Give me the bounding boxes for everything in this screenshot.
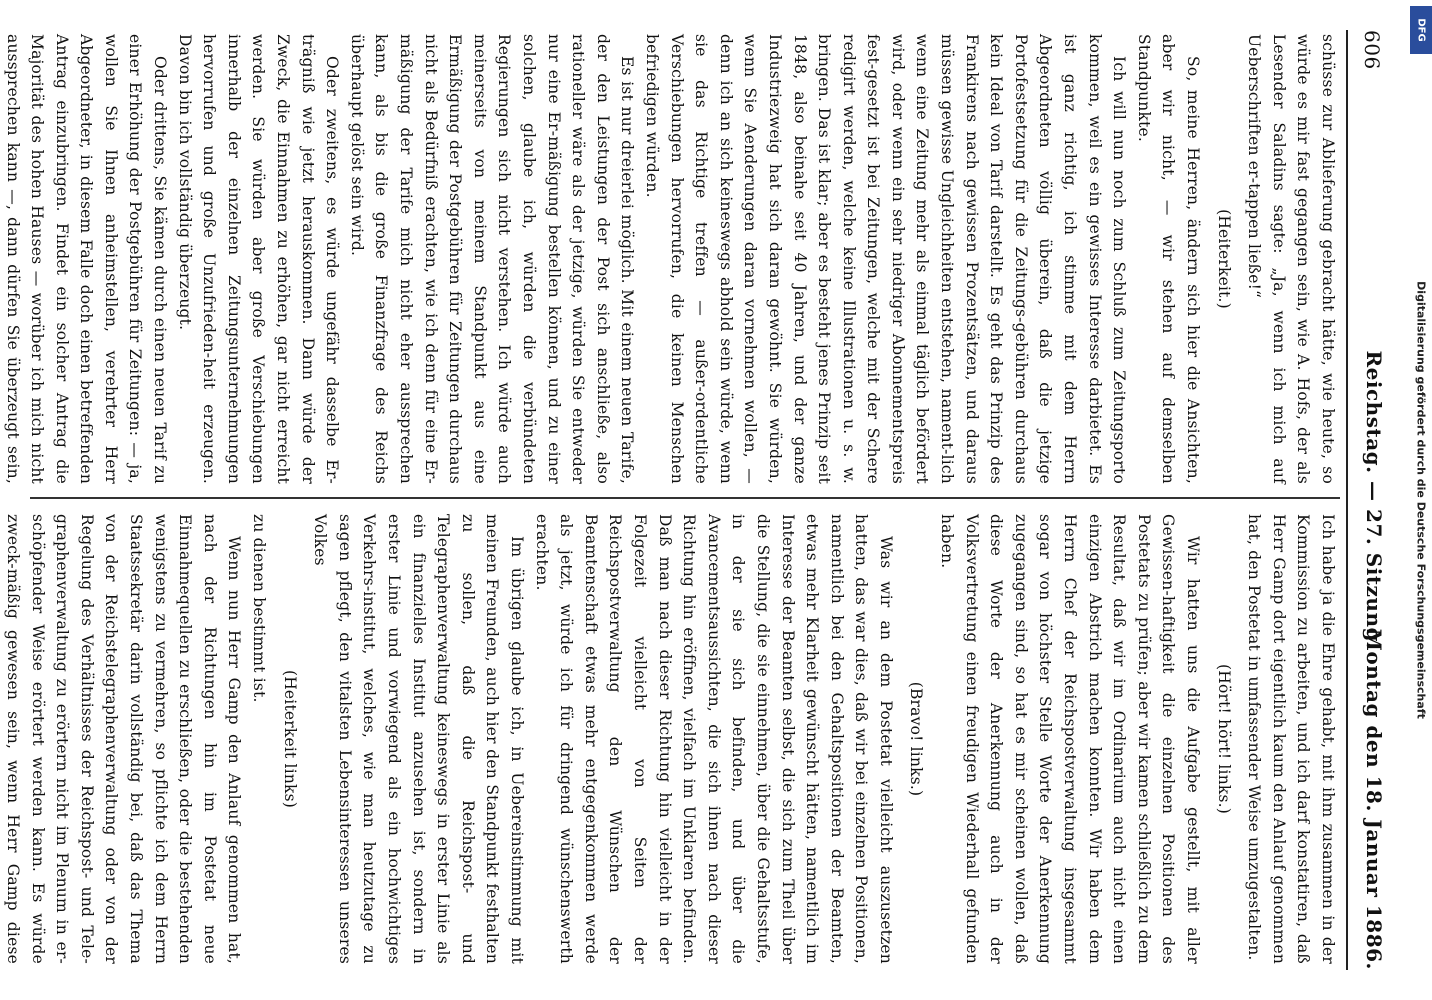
paragraph: Oder zweitens, es würde ungefähr dasselbe Er-trägniß wie jetzt herauskommen. Dann würde der Zweck, die Einnahmen zu erhöhen, gar nicht erreicht werden. Sie würden aber große Verschiebungen innerhalb der einzelnen Zeitungsunternehmungen hervorrufen und große Unzufrieden-heit erzeugen. Davon bin ich vollständig überzeugt. <box>175 34 342 484</box>
digitization-credit <box>1410 0 1432 1000</box>
paragraph: Im übrigen glaube ich, in Uebereinstimmung mit meinen Freunden, auch hier den Standpunkt festhalten zu sollen, daß die Reichspost- und Telegraphenverwaltung keineswegs in erster Linie als ein finanzielles Institut anzusehen ist, sondern in erster Linie und vorwiegend als ein hochwichtiges Verkehrs-institut, welches, wie man heutzutage zu sagen pflegt, den vitalsten Lebensinteressen unseres Volkes <box>311 514 526 964</box>
paragraph: So, meine Herren, ändern sich hier die Ansichten, aber wir nicht, — wir stehen auf demselben Standpunkte. <box>1134 34 1203 484</box>
dfg-logo-text: DFG <box>1415 18 1427 42</box>
paragraph: Wenn nun Herr Gamp den Anlauf genommen hat, nach der Richtungen hin im Postetat neue Einnahmequellen zu erschließen, oder die bestehenden wenigstens zu vermehren, so pflichte ich dem Herrn Staatssekretär darin vollständig bei, daß das Thema von der Reichstelegraphenverwaltung oder von der Regelung des Verhältnisses der Reichspost- und Tele-graphenverwaltung zu erörtern nicht im Plenum in er-schöpfender Weise erörtert werden kann. Es würde zweck-mäßig gewesen sein, wenn Herr Gamp diese <box>4 514 244 964</box>
text-column-left <box>3 34 1340 484</box>
paragraph: Oder drittens, Sie kämen durch einen neuen Tarif zu einer Erhöhung der Postgebühren für Zeitungen: — ja, wollen Sie Ihnen anheimstellen, verehrter Herr Abgeordneter, in diesem Falle doch einen betreffenden Antrag einzubringen. Findet ein solcher Antrag die Majorität des hohen Hauses — worüber ich mich nicht aussprechen kann —, dann dürfen Sie überzeugt sein, <box>3 34 170 484</box>
text-column-right <box>4 514 1340 964</box>
page-title: Reichstag. — 27. Sitzung. <box>1362 350 1386 650</box>
page-date: Montag den 18. Januar 1886. <box>1362 628 1386 970</box>
page-number: 606 <box>1360 30 1384 70</box>
interjection: (Hört! hört! links.) <box>1214 663 1233 815</box>
paragraph: Ich will nun noch zum Schluß zum Zeitungsporto kommen, weil es ein gewisses Interesse darbietet. Es ist ganz richtig, ich stimme mit dem Herrn Abgeordneten völlig überein, daß die jetzige Portofestsetzung für die Zeitungs-gebühren durchaus kein Ideal von Tarif darstellt. Es geht das Prinzip des Frankirens nach gewissen Prozentsätzen, und daraus müssen gewisse Ungleichheiten entstehen, nament-lich wenn eine Zeitung mehr als einmal täglich befördert wird, oder wenn ein sehr niedriger Abonnementspreis fest-gesetzt ist bei Zeitungen, welche mit der Schere redigirt werden, welche keine Illustrationen u. s. w. bringen. Das ist klar; aber es besteht jenes Prinzip seit 1848, also beinahe seit 40 Jahren, und der ganze Industriezweig hat sich daran gewöhnt. Sie würden, wenn Sie Aenderungen daran vornehmen wollen, — denn ich an sich keineswegs abhold sein würde, wenn sie das Richtige treffen — außer-ordentliche Verschiebungen hervorrufen, die keinen Menschen befriedigen würden. <box>642 34 1129 484</box>
interjection: (Heiterkeit links) <box>280 669 299 809</box>
paragraph: Es ist nur dreierlei möglich. Mit einem neuen Tarife, der den Leistungen der Post sich anschließe, also rationeller wäre als der jetzige, würden Sie entweder nur eine Er-mäßigung bestellen können, und zu einer solchen, glaube ich, würden die verbündeten Regierungen sich nicht verstehen. Ich würde auch meinerseits von meinem Standpunkt aus eine Ermäßigung der Postgebühren für Zeitungen durchaus nicht als Bedürfniß erachten, wie ich denn für eine Er-mäßigung der Tarife mich nicht eher aussprechen kann, als bis die große Finanzfrage des Reichs überhaupt gelöst sein wird. <box>347 34 637 484</box>
paragraph-continued: schüsse zur Ablieferung gebracht hätte, wie heute, so würde es mir fast gegangen sein, wie A. Hofs, der als Lesender Saladins sagte: „Ja, wenn ich mich auf Ueberschriften er-tappen ließe!“ <box>1245 34 1337 484</box>
paragraph: Wir hatten uns die Aufgabe gestellt, mit aller Gewissen-haftigkeit die einzelnen Positionen des Postetats zu prüfen; aber wir kamen schließlich zu dem Resultat, daß wir im Ordinarium auch nicht einen einzigen Abstrich machen konnten. Wir haben dem Herrn Chef der Reichspostverwaltung insgesammt sogar von höchster Stelle Worte der Anerkennung zugegangen sind, so hat es mir scheinen wollen, daß diese Worte der Anerkennung auch in der Volksvertretung einen freudigen Wiederhall gefunden haben. <box>938 514 1203 964</box>
interjection: (Bravo! links.) <box>907 681 926 797</box>
paragraph-continued: Ich habe ja die Ehre gehabt, mit ihm zusammen in der Kommission zu arbeiten, und ich darf konstatiren, daß Herr Gamp dort eigentlich kaum den Anlauf genommen hat, den Postetat in umfassender Weise umzugestalten. <box>1245 514 1337 964</box>
column-divider <box>30 497 1340 499</box>
interjection: (Heiterkeit.) <box>1214 209 1233 309</box>
dfg-logo <box>1410 6 1432 54</box>
header-rule <box>1346 30 1348 970</box>
paragraph: Was wir an dem Postetat vielleicht auszusetzen hatten, das war dies, daß wir bei einzelnen Positionen, namentlich bei den Gehaltspositionen der Beamten, etwas mehr Klarheit gewünscht hätten, namentlich im Interesse der Beamten selbst, die sich zum Theil über die Stellung, die sie einnehmen, über die Gehaltsstufe, in der sie sich befinden, und über die Avancementsaussichten, die sich ihnen nach dieser Richtung hin eröffnen, vielfach im Unklaren befinden. Daß man nach dieser Richtung hin vielleicht in der Folgezeit vielleicht von Seiten der Reichspostverwaltung den Wünschen der Beamtenschaft etwas mehr entgegenkommen werde als jetzt, würde ich für dringend wünschenswerth erachten. <box>532 514 895 964</box>
page-header <box>1350 30 1390 970</box>
digitization-credit-text: Digitalisierung gefördert durch die Deutsche Forschungsgemeinschaft <box>1414 281 1428 719</box>
paragraph-continued: zu dienen bestimmt ist. <box>250 514 269 703</box>
